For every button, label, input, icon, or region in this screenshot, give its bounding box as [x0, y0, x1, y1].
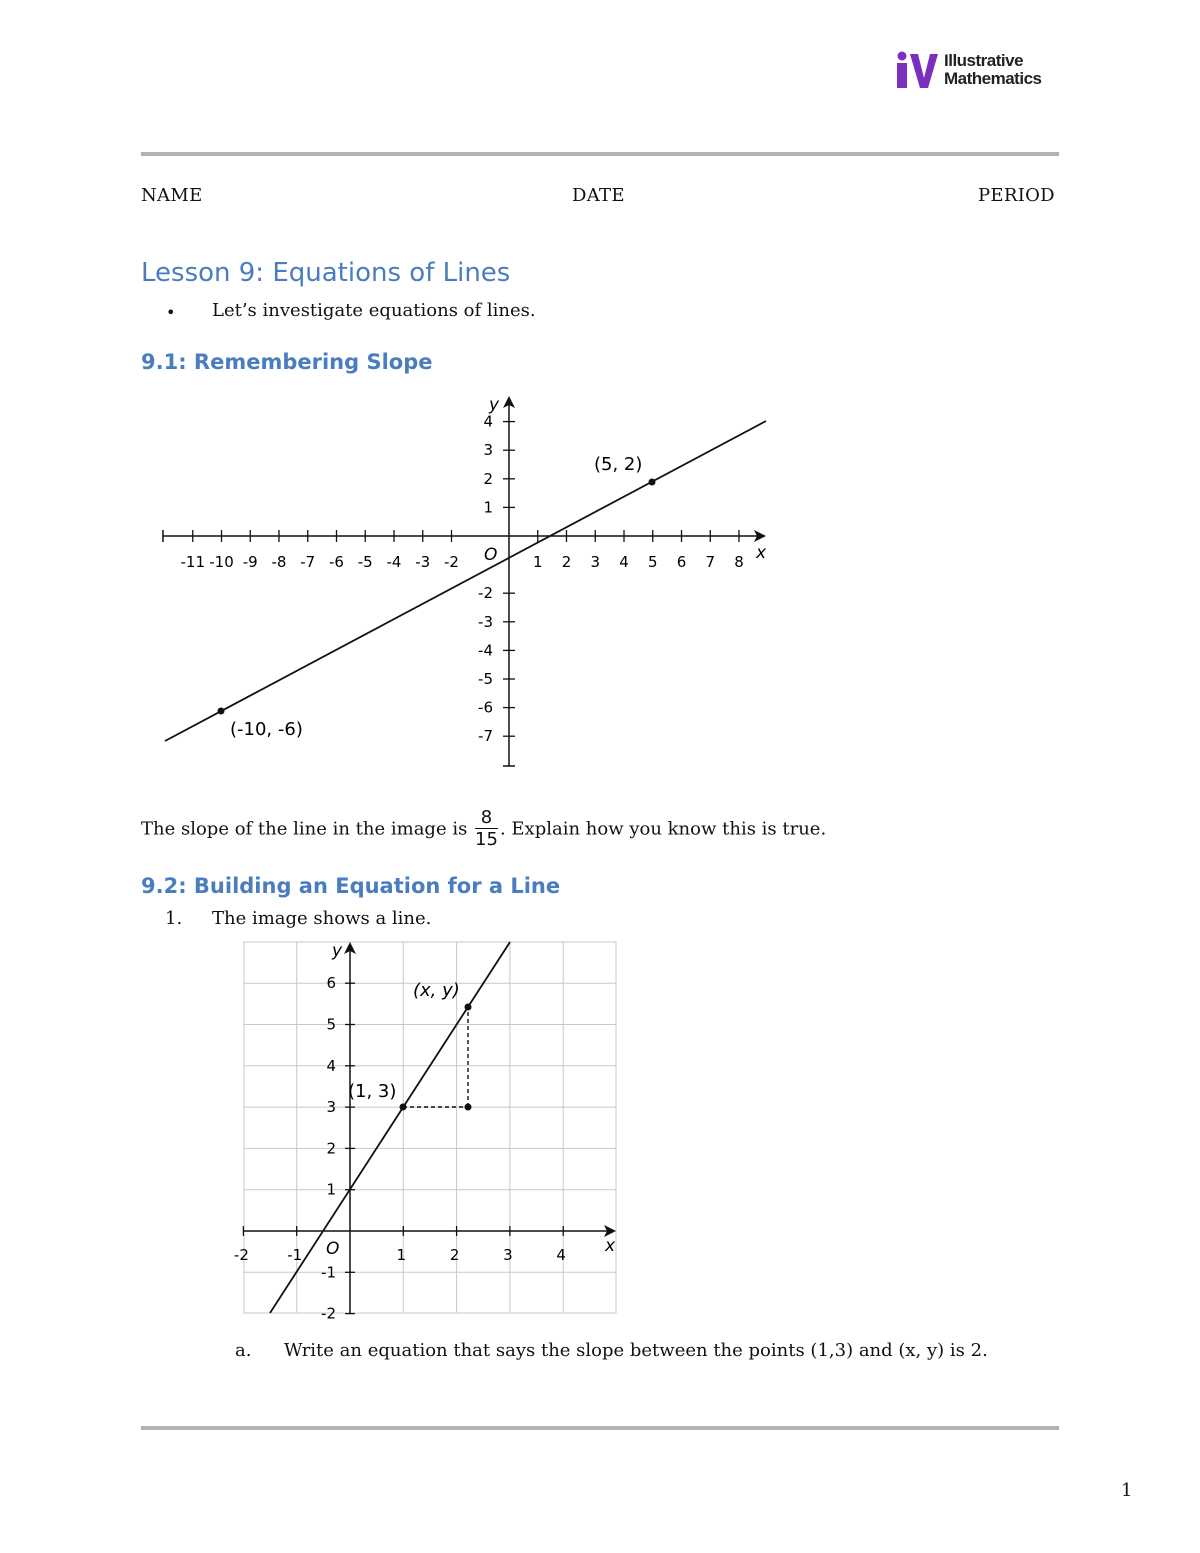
logo-line-2: Mathematics — [944, 69, 1042, 88]
logo-line-1: Illustrative — [944, 51, 1024, 70]
x-tick-label: 6 — [676, 553, 687, 571]
x-tick-label: 3 — [590, 553, 601, 571]
point-label-1-3: (1, 3) — [348, 1081, 397, 1102]
y-tick-label: 6 — [326, 974, 336, 993]
y-tick-label: -7 — [478, 727, 493, 746]
y-tick-label: 3 — [326, 1098, 336, 1117]
y-tick-label: 2 — [326, 1139, 336, 1158]
date-field-label: DATE — [572, 185, 625, 206]
x-tick-label: -2 — [233, 1246, 249, 1264]
lesson-title: Lesson 9: Equations of Lines — [141, 258, 511, 288]
top-rule — [141, 152, 1059, 156]
x-tick-label: 1 — [532, 553, 543, 571]
illustrative-mathematics-logo — [892, 50, 1062, 92]
graphed-line — [165, 421, 766, 741]
y-tick-label: -3 — [478, 612, 493, 631]
line-equation-graph — [233, 938, 630, 1323]
x-tick-label: -7 — [300, 553, 316, 571]
y-tick-label: 5 — [326, 1015, 336, 1034]
x-tick-label: -4 — [386, 553, 402, 571]
point-1-3 — [400, 1104, 407, 1111]
y-tick-label: 4 — [483, 412, 493, 431]
y-tick-label: 1 — [483, 498, 493, 517]
lesson-goal: Let’s investigate equations of lines. — [212, 300, 536, 321]
bottom-rule — [141, 1426, 1059, 1430]
section-heading-9-1: 9.1: Remembering Slope — [141, 350, 433, 374]
x-tick-label: 2 — [449, 1246, 460, 1264]
x-axis-label: x — [605, 1236, 616, 1256]
y-axis-label: y — [489, 395, 500, 415]
page-number: 1 — [1121, 1480, 1133, 1501]
x-tick-label: -11 — [180, 553, 205, 571]
point-5-2 — [649, 479, 656, 486]
x-tick-label: -2 — [444, 553, 459, 571]
x-tick-label: 5 — [647, 553, 658, 571]
y-tick-label: -5 — [478, 670, 493, 688]
y-tick-label: -1 — [321, 1263, 336, 1282]
point-label-neg10-neg6: (-10, -6) — [230, 719, 303, 740]
graphed-line — [270, 942, 510, 1313]
slope-graph — [150, 388, 790, 778]
name-field-label: NAME — [141, 185, 203, 206]
corner-point — [465, 1104, 472, 1111]
y-tick-label: -6 — [478, 698, 493, 717]
sub-item-text: Write an equation that says the slope between the points (1,3) and (x, y) is 2. — [284, 1340, 988, 1361]
y-tick-label: 3 — [483, 441, 493, 460]
origin-label: O — [484, 545, 498, 565]
x-tick-label: -6 — [329, 553, 344, 571]
slope-prompt — [141, 808, 826, 851]
item-text: The image shows a line. — [212, 908, 432, 929]
y-tick-label: -2 — [321, 1304, 336, 1323]
x-tick-label: -8 — [271, 553, 287, 571]
bullet-icon: • — [166, 303, 176, 322]
y-axis-label: y — [332, 941, 343, 961]
fraction-denominator: 15 — [475, 829, 498, 850]
period-field-label: PERIOD — [978, 185, 1055, 206]
point-label-x-y: (x, y) — [413, 980, 460, 1001]
y-tick-label: 2 — [483, 469, 493, 488]
x-axis-label: x — [756, 543, 767, 563]
x-tick-label: -9 — [242, 553, 258, 571]
point-x-y — [465, 1004, 472, 1011]
point-label-5-2: (5, 2) — [594, 454, 643, 475]
x-tick-label: 4 — [556, 1246, 566, 1264]
point-neg10-neg6 — [218, 708, 225, 715]
origin-label: O — [326, 1239, 340, 1259]
x-tick-label: 1 — [396, 1246, 407, 1264]
x-tick-label: 3 — [503, 1246, 513, 1264]
x-tick-label: 4 — [619, 553, 629, 571]
x-tick-label: -1 — [287, 1246, 303, 1264]
y-tick-label: -4 — [478, 641, 493, 660]
x-tick-label: -3 — [415, 553, 431, 571]
slope-prompt-start: The slope of the line in the image is — [141, 818, 474, 840]
fraction-numerator: 8 — [475, 808, 498, 829]
sub-item-letter: a. — [235, 1340, 252, 1361]
section-heading-9-2: 9.2: Building an Equation for a Line — [141, 874, 561, 898]
item-number: 1. — [165, 908, 183, 929]
y-tick-label: 4 — [326, 1056, 336, 1075]
y-tick-label: 1 — [326, 1180, 336, 1199]
y-tick-label: -2 — [478, 584, 493, 603]
x-tick-label: -10 — [209, 553, 234, 571]
im-logo-mark-icon — [892, 50, 940, 90]
x-tick-label: -5 — [357, 553, 373, 571]
x-tick-label: 2 — [561, 553, 572, 571]
x-tick-label: 7 — [705, 553, 716, 571]
x-tick-label: 8 — [734, 553, 744, 571]
slope-prompt-end: . Explain how you know this is true. — [499, 818, 827, 840]
slope-fraction — [475, 808, 498, 851]
